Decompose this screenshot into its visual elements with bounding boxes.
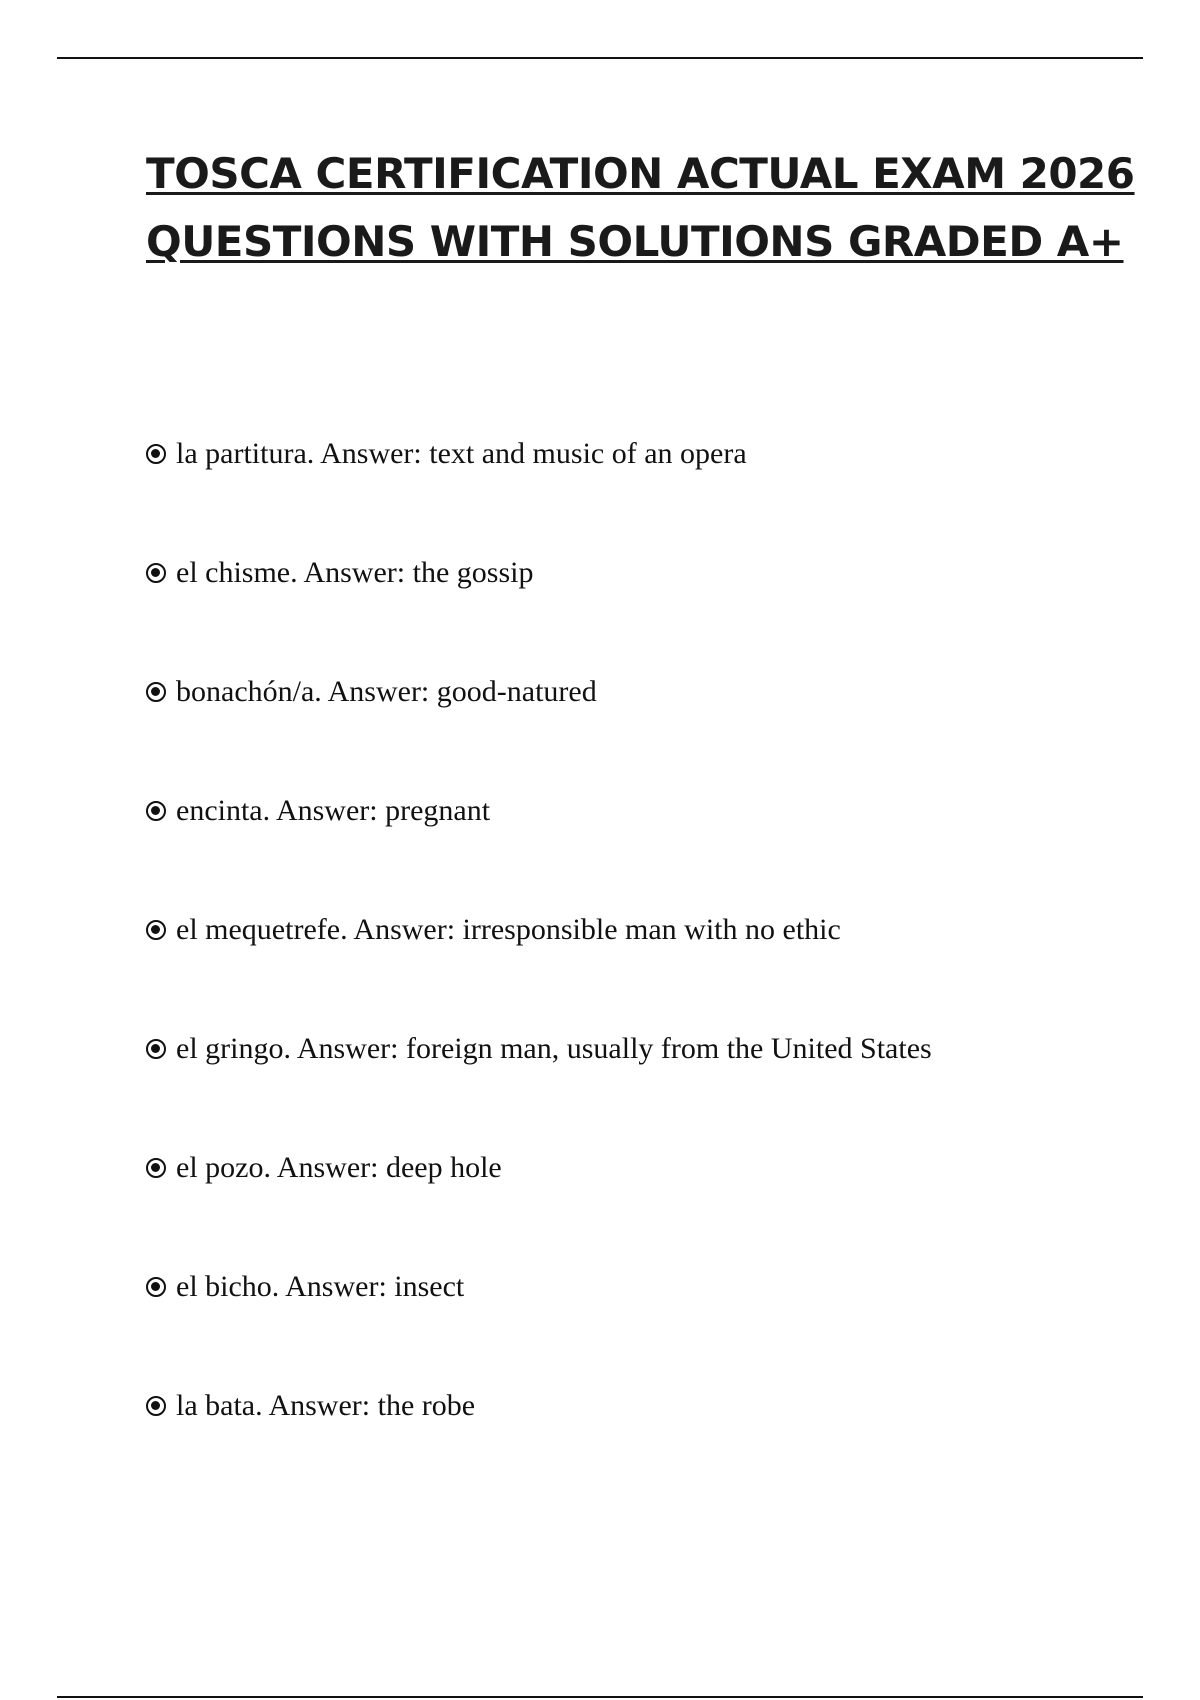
item-text: el pozo. Answer: deep hole <box>176 1151 502 1184</box>
item-text: encinta. Answer: pregnant <box>176 794 491 827</box>
list-item <box>146 1031 932 1150</box>
radio-bullet-icon <box>146 920 166 940</box>
item-text: la partitura. Answer: text and music of an opera <box>176 437 747 470</box>
radio-bullet-icon <box>146 682 166 702</box>
top-rule <box>57 57 1143 59</box>
title-line-1: TOSCA CERTIFICATION ACTUAL EXAM 2026 <box>146 149 1135 198</box>
bottom-rule <box>57 1696 1143 1698</box>
list-item <box>146 436 932 555</box>
list-item <box>146 1150 932 1269</box>
list-item <box>146 793 932 912</box>
radio-bullet-icon <box>146 1396 166 1416</box>
list-item <box>146 555 932 674</box>
list-item <box>146 912 932 1031</box>
radio-bullet-icon <box>146 1277 166 1297</box>
radio-bullet-icon <box>146 444 166 464</box>
list-item <box>146 1269 932 1388</box>
item-text: bonachón/a. Answer: good-natured <box>176 675 597 708</box>
item-text: el gringo. Answer: foreign man, usually from the United States <box>176 1032 932 1065</box>
radio-bullet-icon <box>146 1158 166 1178</box>
radio-bullet-icon <box>146 563 166 583</box>
item-text: el chisme. Answer: the gossip <box>176 556 534 589</box>
item-text: el bicho. Answer: insect <box>176 1270 465 1303</box>
page-title <box>146 140 1135 276</box>
qa-list <box>146 436 932 1507</box>
radio-bullet-icon <box>146 1039 166 1059</box>
radio-bullet-icon <box>146 801 166 821</box>
item-text: la bata. Answer: the robe <box>176 1389 476 1422</box>
item-text: el mequetrefe. Answer: irresponsible man with no ethic <box>176 913 841 946</box>
title-line-2: QUESTIONS WITH SOLUTIONS GRADED A+ <box>146 217 1124 266</box>
list-item <box>146 1388 932 1507</box>
list-item <box>146 674 932 793</box>
